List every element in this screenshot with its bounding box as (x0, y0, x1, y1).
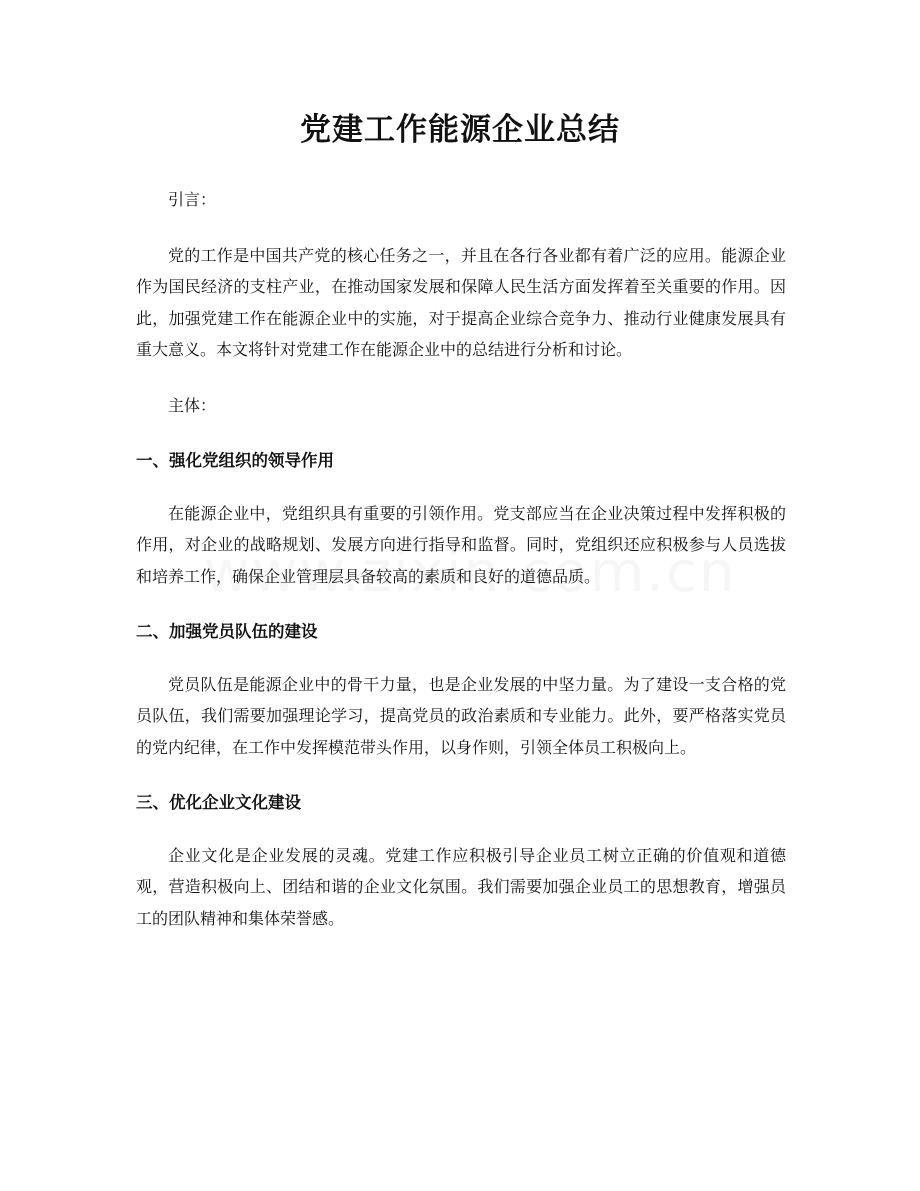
body-label: 主体： (168, 395, 217, 415)
section-paragraph-2: 党员队伍是能源企业中的骨干力量，也是企业发展的中坚力量。为了建设一支合格的党员队伍，我们需要加强理论学习，提高党员的政治素质和专业能力。此外，要严格落实党员的党内纪律，在工作中发挥模范带头作用，以身作则，引领全体员工积极向上。 (136, 674, 786, 757)
intro-label: 引言： (168, 190, 217, 209)
section-heading-3: 三、优化企业文化建设 (136, 793, 301, 812)
document-title: 党建工作能源企业总结 (300, 112, 620, 148)
section-heading-1: 一、强化党组织的领导作用 (136, 451, 334, 470)
intro-paragraph: 党的工作是中国共产党的核心任务之一，并且在各行各业都有着广泛的应用。能源企业作为国民经济的支柱产业，在推动国家发展和保障人民生活方面发挥着至关重要的作用。因此，加强党建工作在能源企业中的实施，对于提高企业综合竞争力、推动行业健康发展具有重大意义。本文将针对党建工作在能源企业中的总结进行分析和讨论。 (136, 245, 786, 359)
section-heading-2: 二、加强党员队伍的建设 (136, 622, 318, 641)
section-paragraph-3: 企业文化是企业发展的灵魂。党建工作应积极引导企业员工树立正确的价值观和道德观，营造积极向上、团结和谐的企业文化氛围。我们需要加强企业员工的思想教育，增强员工的团队精神和集体荣誉感。 (136, 845, 786, 928)
section-paragraph-1: 在能源企业中，党组织具有重要的引领作用。党支部应当在企业决策过程中发挥积极的作用，对企业的战略规划、发展方向进行指导和监督。同时，党组织还应积极参与人员选拔和培养工作，确保企业管理层具备较高的素质和良好的道德品质。 (136, 503, 786, 586)
document-body (136, 184, 786, 958)
